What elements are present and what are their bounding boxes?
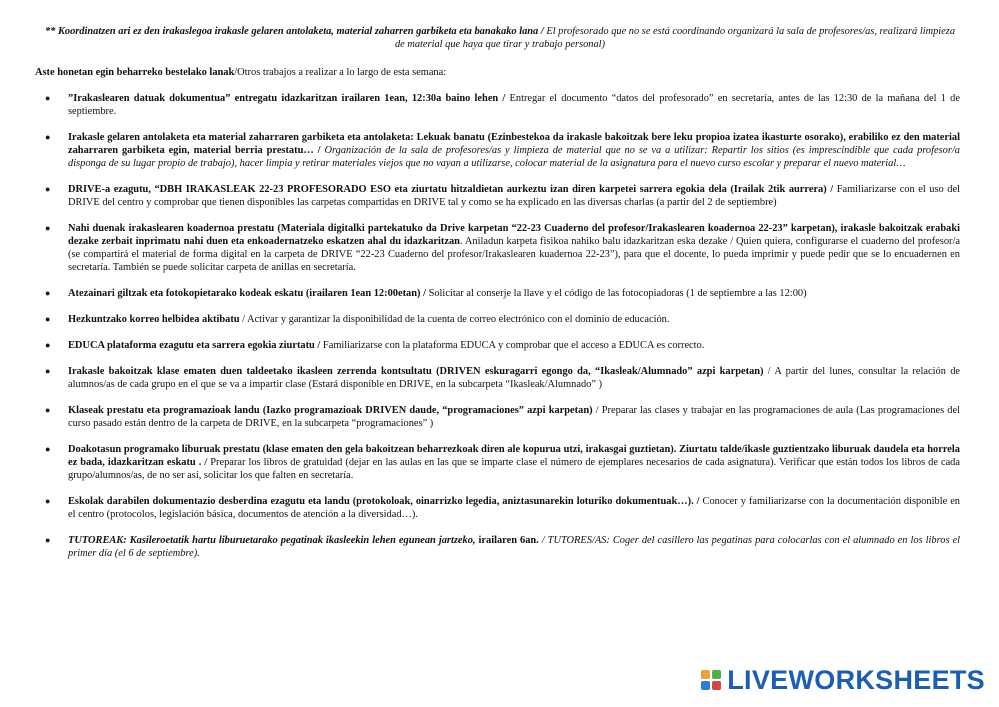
task-text-basque: Irakasle bakoitzak klase ematen duen taldeetako ikasleen zerrenda kontsultatu (DRIVEN eskuragarri egongo da, “Ikasleak/Alumnado” azpi karpetan): [68, 366, 764, 377]
task-item: [40, 287, 960, 300]
task-list: [40, 92, 960, 573]
bullet-icon: ●: [45, 288, 51, 298]
section-heading-spanish: /Otros trabajos a realizar a lo largo de esta semana:: [234, 67, 447, 78]
task-item: [40, 339, 960, 352]
task-text-basque: Eskolak darabilen dokumentazio desberdina ezagutu eta landu (protokoloak, oinarrizko legedia, aniztasunarekin loturiko dokumentuak…). /: [68, 496, 700, 507]
task-text-basque: Hezkuntzako korreo helbidea aktibatu: [68, 314, 240, 325]
bullet-icon: ●: [45, 366, 51, 376]
task-item: [40, 495, 960, 521]
task-text-spanish: Familiarizarse con el uso del DRIVE del centro y comprobar que tienen disponibles las carpetas compartidas en DRIVE tal y como se ha explicado en las diversas charlas (a partir del 2 de septiembre): [68, 184, 960, 208]
intro-note-spanish: El profesorado que no se está coordinando organizará la sala de profesores/as, realizará limpieza de material que haya que tirar y trabajo personal): [394, 26, 956, 50]
intro-note-basque: ** Koordinatzen ari ez den irakaslegoa irakasle gelaren antolaketa, material zaharren garbiketa eta banakako lana /: [44, 26, 544, 37]
task-text-basque: Atezainari giltzak eta fotokopietarako kodeak eskatu (irailaren 1ean 12:00etan) /: [68, 288, 426, 299]
task-item: [40, 131, 960, 170]
task-text-basque: Klaseak prestatu eta programazioak landu (Iazko programazioak DRIVEN daude, “programaciones” azpi karpetan): [68, 405, 593, 416]
bullet-icon: ●: [45, 314, 51, 324]
task-text-basque: DRIVE-a ezagutu, “DBH IRAKASLEAK 22-23 PROFESORADO ESO eta ziurtatu hitzaldietan aurkeztu izan diren karpetei sarrera egokia dela (Irailak 2tik aurrera) /: [68, 184, 834, 195]
task-text-basque: ”Irakaslearen datuak dokumentua” entregatu idazkaritzan irailaren 1ean, 12:30a baino lehen /: [68, 93, 506, 104]
section-heading-basque: Aste honetan egin beharreko bestelako lanak: [35, 67, 235, 78]
task-item: [40, 443, 960, 482]
task-item: [40, 534, 960, 560]
task-item: [40, 183, 960, 209]
bullet-icon: ●: [45, 132, 51, 142]
task-text-spanish: Solicitar al conserje la llave y el código de las fotocopiadoras (1 de septiembre a las 12:00): [425, 288, 807, 299]
task-text-spanish: / A partir del lunes, consultar la relación de alumnos/as de cada grupo en el que se va a impartir clase (Estará disponible en DRIVE, en la subcarpeta “Ikasleak/Alumnado” ): [68, 366, 960, 390]
task-text-bold-italic: TUTOREAK: Kasileroetatik hartu liburuetarako pegatinak ikasleekin lehen egunean jartzeko,: [68, 535, 476, 546]
bullet-icon: ●: [45, 405, 51, 415]
task-text-spanish: Conocer y familiarizarse con la documentación disponible en el centro (protocolos, legislación básica, documentos de atención a la diversidad…).: [68, 496, 960, 520]
task-text-basque: Doakotasun programako liburuak prestatu (klase ematen den gela bakoitzean beharrezkoak diren ale kopurua utzi, irakasgai guztietan). Ziurtatu talde/ikasle guztientzako liburuak daudela eta horrela ez bada, idazkaritzan eskatu . /: [68, 444, 960, 468]
bullet-icon: ●: [45, 535, 51, 545]
task-text-spanish: Preparar los libros de gratuidad (dejar en las aulas en las que se imparte clase el número de ejemplares necesarios de cada asignatura). Verificar que están todos los libros de cada grupo/alumnos/as, de no ser así, solicitar los que falten en secretaría.: [68, 457, 960, 481]
task-item: [40, 92, 960, 118]
liveworksheets-logo: [701, 665, 985, 695]
task-text-spanish: Familiarizarse con la plataforma EDUCA y comprobar que el acceso a EDUCA es correcto.: [320, 340, 705, 351]
task-item: [40, 222, 960, 274]
bullet-icon: ●: [45, 93, 51, 103]
bullet-icon: ●: [45, 340, 51, 350]
task-text-spanish: / Preparar las clases y trabajar en las programaciones de aula (Las programaciones del curso pasado están dentro de la carpeta de DRIVE, en la subcarpeta “programaciones” ): [68, 405, 960, 429]
task-text-basque: Nahi duenak irakaslearen koadernoa prestatu (Materiala digitalki partekatuko da Drive karpetan “22-23 Cuaderno del profesor/Irakaslearen koadernoa 22-23” karpetan), irakasle bakoitzak erabaki dezake zerbait inprimatu nahi duen eta enkoadernatzeko eskatzen ahal du idazkaritzan: [68, 223, 960, 247]
task-item: [40, 365, 960, 391]
intro-note: [40, 25, 960, 51]
task-text-spanish: Entregar el documento “datos del profesorado” en secretaría, antes de las 12:30 de la mañana del 1 de septiembre.: [68, 93, 960, 117]
task-text-spanish-italic: Organización de la sala de profesores/as y limpieza de material que no se va a utilizar: Repartir los sitios (es imprescindible que cada profesor/a disponga de su lugar propio de trabajo), hacer limpia y retirar materiales viejos que no vayan a utilizarse, colocar material de la asignatura para el nuevo curso escolar y preparar el nuevo material…: [68, 145, 960, 169]
task-text-basque: Irakasle gelaren antolaketa eta material zaharraren garbiketa eta antolaketa: Lekuak banatu (Ezinbestekoa da irakasle bakoitzak bere leku propioa izatea ikasturte osorako), erabiliko ez den material zaharraren garbiketa egin, material berria prestatu… /: [68, 132, 960, 156]
task-item: [40, 404, 960, 430]
bullet-icon: ●: [45, 223, 51, 233]
section-heading: [35, 66, 965, 79]
logo-mark-icon: [701, 670, 721, 690]
bullet-icon: ●: [45, 496, 51, 506]
task-text-basque: irailaren 6an.: [475, 535, 539, 546]
bullet-icon: ●: [45, 444, 51, 454]
logo-text: LIVEWORKSHEETS: [727, 664, 985, 695]
task-item: [40, 313, 960, 326]
task-text-spanish-italic: / TUTORES/AS: Coger del casillero las pegatinas para colocarlas con el alumnado en los libros el primer día (el 6 de septiembre).: [68, 535, 960, 559]
task-text-basque: EDUCA plataforma ezagutu eta sarrera egokia ziurtatu /: [68, 340, 321, 351]
task-text-spanish: / Activar y garantizar la disponibilidad de la cuenta de correo electrónico con el dominio de educación.: [239, 314, 670, 325]
task-text-spanish: . Aniladun karpeta fisikoa nahiko balu idazkaritzan eska dezake / Quien quiera, configurarse el cuaderno del profesor/a (se compartirá el material de forma digital en la carpeta de DRIVE “22-23 Cuaderno del profesor/Irakaslearen kuadernoa 22-23”), para que el docente, lo pueda imprimir y puede pedir que se lo encuadernen en secretaría. También se puede solicitar carpeta de anillas en secretaría.: [68, 236, 960, 273]
bullet-icon: ●: [45, 184, 51, 194]
